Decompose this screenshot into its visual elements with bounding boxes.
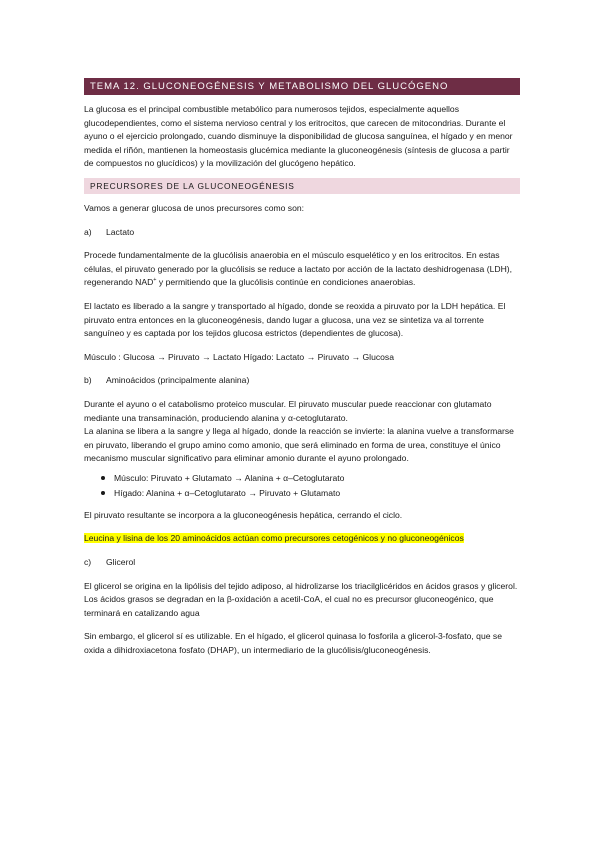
lactato-pathway: Músculo : Glucosa → Piruvato → Lactato Hígado: Lactato → Piruvato → Glucosa [84,351,394,362]
subheading-aminoacidos [84,374,520,388]
chapter-title: TEMA 12. GLUCONEOGÉNESIS Y METABOLISMO DEL GLUCÓGENO [84,78,520,95]
lactato-p1-text-end: y permitiendo que la glucólisis continúe en condiciones anaerobias. [156,277,416,288]
aminoacidos-paragraph-1: Durante el ayuno o el catabolismo proteico muscular. El piruvato muscular puede reaccionar con glutamato mediante una transaminación, produciendo alanina y α-cetoglutarato. [84,398,492,423]
document-page [84,78,520,658]
lactato-paragraph-2: El lactato es liberado a la sangre y transportado al hígado, donde se reoxida a piruvato por la LDH hepática. El piruvato entra entonces en la gluconeogénesis, dando lugar a glucosa, una vez se sintetiza va al torrente sanguíneo y es captada por los tejidos glucosa estrictos (dependientes de glucosa). [84,300,506,339]
subheading-label: Lactato [106,226,135,237]
list-item: Hígado: Alanina + α–Cetoglutarato → Piruvato + Glutamato [114,486,520,501]
list-item: Músculo: Piruvato + Glutamato → Alanina + α–Cetoglutarato [114,471,520,486]
subheading-letter: a) [84,226,92,237]
glicerol-paragraph-1: El glicerol se origina en la lipólisis del tejido adiposo, al hidrolizarse los triacilglicéridos en ácidos grasos y glicerol. Los ácidos grasos se degradan en la β-oxidación a acetil-CoA, el cual no es precursor gluconeogénico, que terminará en catalizando agua [84,580,518,618]
aminoacidos-paragraph-3: El piruvato resultante se incorpora a la gluconeogénesis hepática, cerrando el ciclo. [84,509,403,520]
subheading-glicerol [84,556,520,570]
glicerol-paragraph-2: Sin embargo, el glicerol sí es utilizable. En el hígado, el glicerol quinasa lo fosforila a glicerol-3-fosfato, que se oxida a dihidroxiacetona fosfato (DHAP), un intermediario de la glucólisis/gluconeogénesis. [84,631,502,656]
nad-superscript: + [153,277,157,284]
subheading-letter: c) [84,557,92,568]
reaction-list [84,471,520,501]
section-title: PRECURSORES DE LA GLUCONEOGÉNESIS [84,178,520,194]
section-intro: Vamos a generar glucosa de unos precursores como son: [84,202,305,213]
subheading-label: Glicerol [106,557,136,568]
lactato-paragraph-1 [84,249,520,290]
subheading-letter: b) [84,375,92,386]
lactato-p1-text: Procede fundamentalmente de la glucólisis anaerobia en el músculo esquelético y en los eritrocitos. En estas células, el piruvato generado por la glucólisis se reduce a lactato por acción de la lactato deshidrogenasa (LDH), regenerando NAD [84,250,513,288]
intro-paragraph: La glucosa es el principal combustible metabólico para numerosos tejidos, especialmente aquellos glucodependientes, como el sistema nervioso central y los eritrocitos, que carecen de mitocondrias. Durante el ayuno o el ejercicio prolongado, cuando disminuye la disponibilidad de glucosa sanguínea, el hígado y en menor medida el riñón, mantienen la homeostasis glucémica mediante la gluconeogénesis (síntesis de glucosa a partir de compuestos no glucídicos) y la movilización del glucógeno hepático. [84,104,513,169]
aminoacidos-paragraph-2: La alanina se libera a la sangre y llega al hígado, donde la reacción se invierte: la alanina vuelve a transformarse en piruvato, liberando el grupo amino como amonio, que será eliminado en forma de urea, constituye el único mecanismo muscular significativo para eliminar amonio durante el ayuno prolongado. [84,426,514,464]
subheading-lactato [84,226,520,240]
highlighted-note [84,532,520,546]
highlight-text: Leucina y lisina de los 20 aminoácidos actúan como precursores cetogénicos y no gluconeogénicos [84,533,464,544]
subheading-label: Aminoácidos (principalmente alanina) [106,375,250,386]
